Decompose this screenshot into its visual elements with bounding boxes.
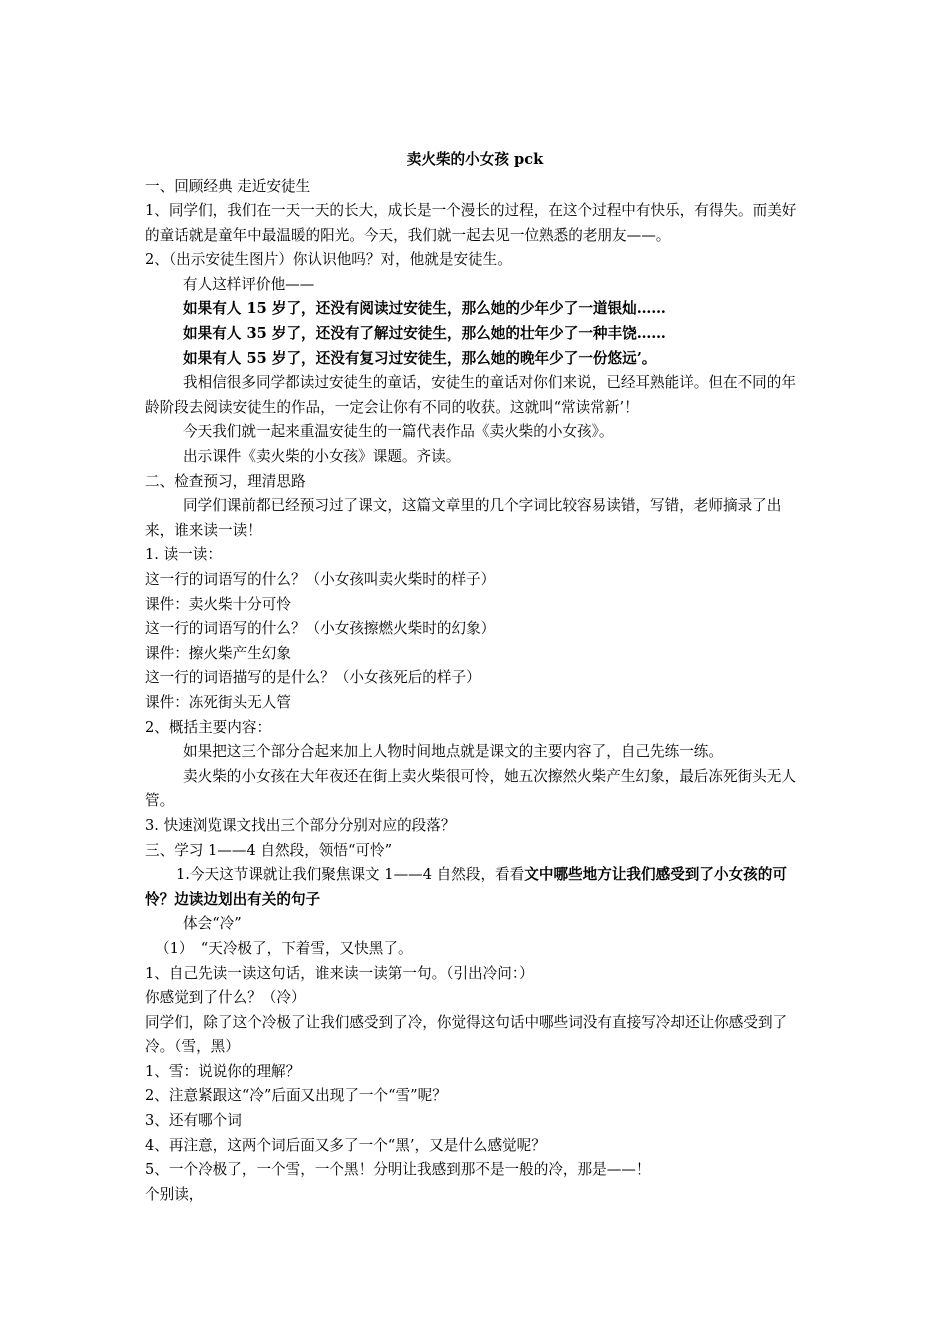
document-title: 卖火柴的小女孩 pck [406,151,544,168]
paragraph [145,863,808,912]
paragraph: 卖火柴的小女孩在大年夜还在街上卖火柴很可怜，她五次擦然火柴产生幻象，最后冻死街头无人管。 [145,767,796,810]
section-heading-3: 三、学习 1——4 自然段，领悟“可怜” [145,841,393,859]
list-item: 1. 读一读： [145,546,222,564]
paragraph: 如果把这三个部分合起来加上人物时间地点就是课文的主要内容了，自己先练一练。 [183,743,723,761]
list-item: 4、再注意，这两个词后面又多了一个“黑’，又是什么感觉呢？ [145,1136,546,1154]
paragraph: 体会“冷” [183,915,242,933]
paragraph: 同学们，除了这个冷极了让我们感受到了冷，你觉得这句话中哪些词没有直接写冷却还让你感受到了冷。（雪，黑） [145,1013,788,1056]
bold-quote: 如果有人 35 岁了，还没有了解过安徒生，那么她的壮年少了一种丰饶…… [183,325,666,343]
list-item: 1、雪：说说你的理解？ [145,1062,301,1080]
paragraph: 1、同学们，我们在一天一天的长大，成长是一个漫长的过程，在这个过程中有快乐，有得失。而美好的童话就是童年中最温暖的阳光。今天，我们就一起去见一位熟悉的老朋友——。 [145,202,797,244]
paragraph: 今天我们就一起来重温安徒生的一篇代表作品《卖火柴的小女孩》。 [183,423,614,441]
document-body [145,175,808,1208]
section-heading-1: 一、回顾经典 走近安徒生 [145,177,311,195]
list-item: 你感觉到了什么？（冷） [145,989,306,1007]
quote-line: （1） “天冷极了，下着雪，又快黑了。 [155,939,413,957]
paragraph: 同学们课前都已经预习过了课文，这篇文章里的几个字词比较容易读错，写错，老师摘录了出来，谁来读一读！ [145,497,782,539]
bold-text-run: 文中哪些地方让我们感受到了小女孩的可怜？边读边划出有关的句子 [145,866,787,908]
paragraph: 有人这样评价他—— [183,275,315,293]
list-item: 2、注意紧跟这“冷”后面又出现了一个“雪”呢？ [145,1087,447,1105]
list-item: 个别读， [145,1185,204,1203]
list-item: 3、还有哪个词 [145,1112,242,1130]
section-heading-2: 二、检查预习，理清思路 [145,472,306,490]
list-item: 课件：擦火柴产生幻象 [145,644,291,662]
paragraph: 2、（出示安徒生图片）你认识他吗？对，他就是安徒生。 [145,251,512,269]
bold-quote: 如果有人 15 岁了，还没有阅读过安徒生，那么她的少年少了一道银灿…… [183,300,666,318]
list-item: 这一行的词语写的什么？（小女孩擦燃火柴时的幻象） [145,620,496,638]
bold-quote: 如果有人 55 岁了，还没有复习过安徒生，那么她的晚年少了一份悠远’。 [183,349,657,367]
list-item: 课件：卖火柴十分可怜 [145,595,291,613]
list-item: 5、一个冷极了，一个雪，一个黑！分明让我感到那不是一般的冷，那是——！ [145,1161,651,1179]
paragraph: 出示课件《卖火柴的小女孩》课题。齐读。 [183,448,461,466]
list-item: 2、概括主要内容： [145,718,272,736]
list-item: 这一行的词语描写的是什么？（小女孩死后的样子） [145,669,481,687]
list-item: 这一行的词语写的什么？（小女孩叫卖火柴时的样子） [145,571,496,588]
text-run: 1.今天这节课就让我们聚焦课文 1——4 自然段，看看 [176,866,525,884]
paragraph: 我相信很多同学都读过安徒生的童话，安徒生的童话对你们来说，已经耳熟能详。但在不同的年龄阶段去阅读安徒生的作品，一定会让你有不同的收获。这就叫“常读常新’！ [145,374,796,416]
list-item: 课件：冻死街头无人管 [145,693,291,711]
list-item: 3. 快速浏览课文找出三个部分分别对应的段落？ [145,816,456,834]
list-item: 1、自己先读一读这句话，谁来读一读第一句。（引出冷问：） [145,964,534,982]
